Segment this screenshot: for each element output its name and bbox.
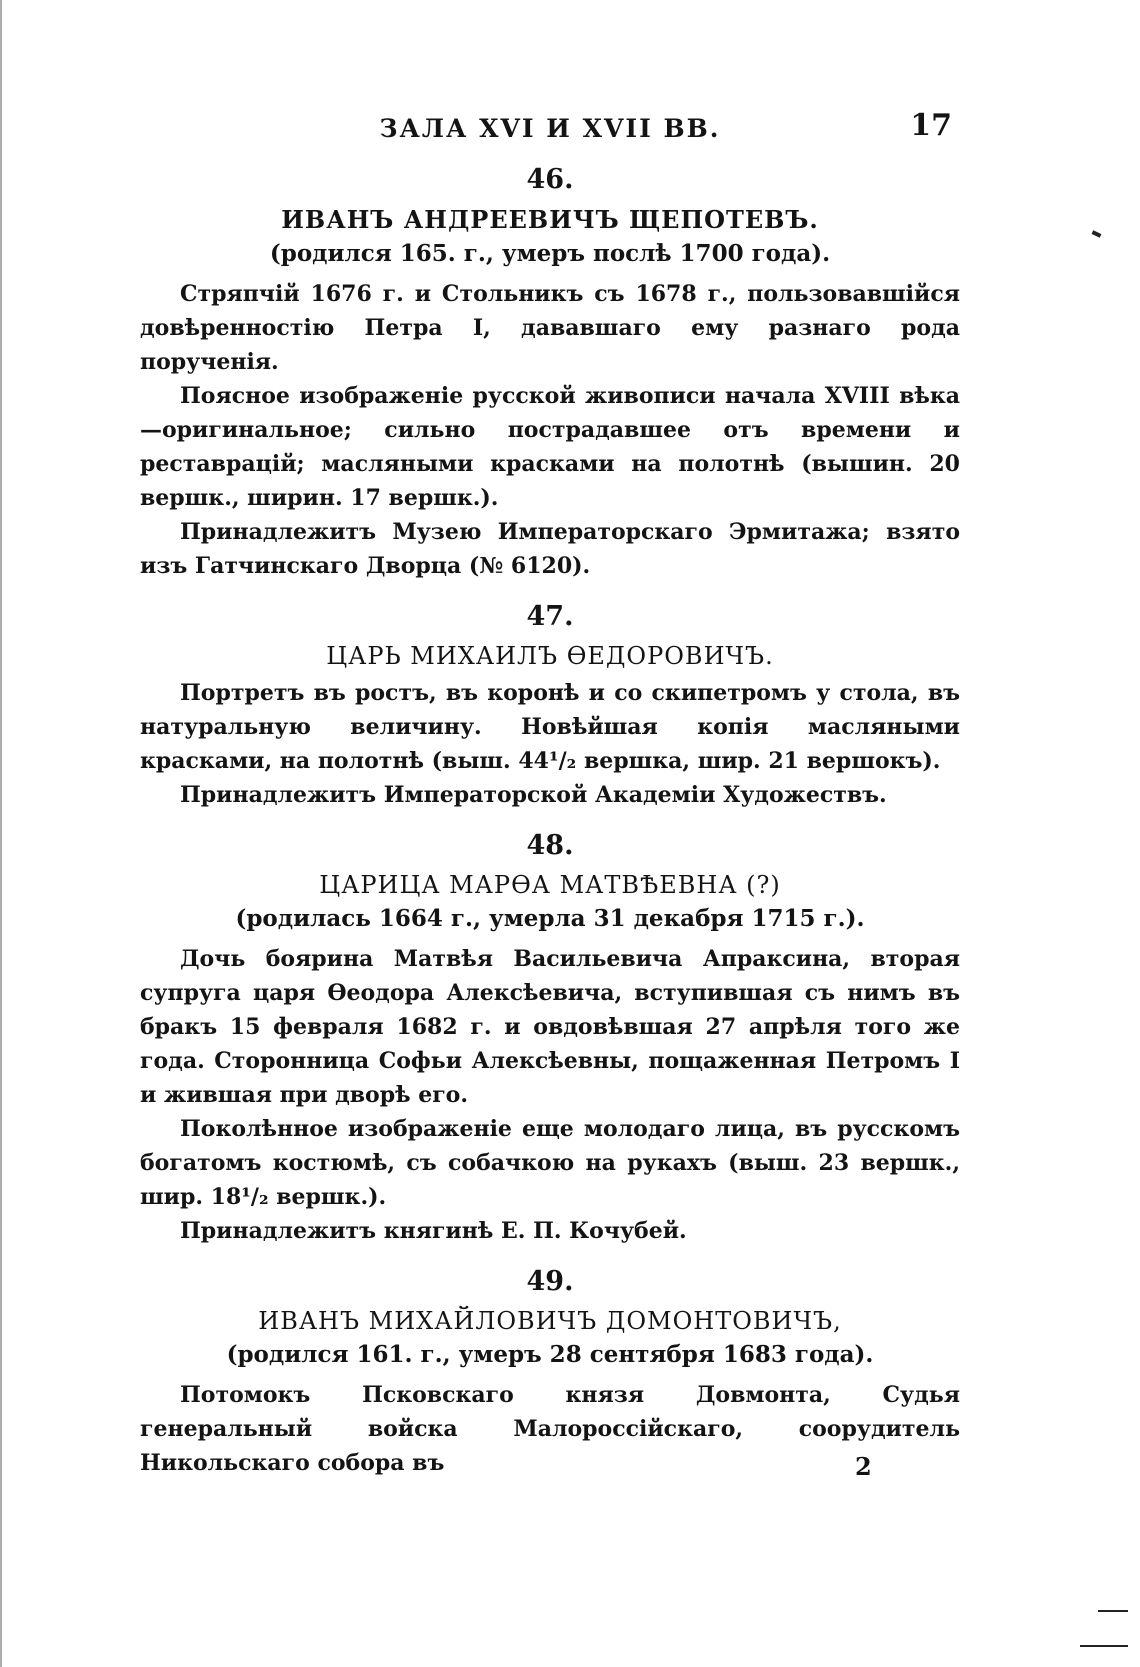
entry-dates: (родилась 1664 г., умерла 31 декабря 1715 г.). (235, 905, 865, 932)
entry-paragraph: Стряпчій 1676 г. и Стольникъ съ 1678 г., пользовавшійся довѣренностію Петра I, дававшаго ему разнаго рода порученія. (140, 281, 960, 375)
page-number: 17 (910, 108, 952, 143)
entry-47 (140, 601, 960, 812)
scan-mark (1098, 1610, 1128, 1612)
entry-paragraph: Поясное изображеніе русской живописи начала XVIII вѣка—оригинальное; сильно пострадавшее отъ времени и реставрацій; масляными красками на полотнѣ (вышин. 20 вершк., ширин. 17 вершк.). (140, 383, 960, 511)
entry-paragraph: Поколѣнное изображеніе еще молодаго лица, въ русскомъ богатомъ костюмѣ, съ собачкою на рукахъ (выш. 23 вершк., шир. 18¹/₂ вершк.). (140, 1116, 960, 1210)
entry-dates: (родился 161. г., умеръ 28 сентября 1683 года). (226, 1341, 874, 1368)
entry-number: 49. (526, 1266, 574, 1297)
running-header (140, 100, 960, 146)
entry-paragraph: Принадлежитъ Музею Императорскаго Эрмитажа; взято изъ Гатчинскаго Дворца (№ 6120). (140, 519, 960, 579)
running-title: ЗАЛА XVI И XVII ВВ. (379, 114, 721, 143)
entry-paragraph: Потомокъ Псковскаго князя Довмонта, Судья генеральный войска Малороссійскаго, соорудитель Никольскаго собора въ (140, 1382, 960, 1476)
signature-mark: 2 (855, 1452, 872, 1481)
entry-name: ЦАРЬ МИХАИЛЪ ѲЕДОРОВИЧЪ. (326, 642, 774, 670)
entry-number: 47. (526, 601, 574, 632)
scan-mark (1092, 230, 1102, 237)
entry-46 (140, 164, 960, 583)
entry-number: 48. (526, 830, 574, 861)
entry-number: 46. (526, 164, 574, 195)
scan-mark (1080, 1645, 1128, 1647)
entry-paragraph: Портретъ въ ростъ, въ коронѣ и со скипетромъ у стола, въ натуральную величину. Новѣйшая копія масляными красками, на полотнѣ (выш. 44¹/₂ вершка, шир. 21 вершокъ). (140, 680, 960, 774)
entry-48 (140, 830, 960, 1248)
entry-name: ИВАНЪ МИХАЙЛОВИЧЪ ДОМОНТОВИЧЪ, (258, 1307, 842, 1335)
page-content (140, 100, 960, 1480)
entry-paragraph: Принадлежитъ Императорской Академіи Художествъ. (180, 782, 887, 808)
entry-paragraph: Принадлежитъ княгинѣ Е. П. Кочубей. (180, 1218, 687, 1244)
entry-dates: (родился 165. г., умеръ послѣ 1700 года). (269, 240, 831, 267)
entry-name: ИВАНЪ АНДРЕЕВИЧЪ ЩЕПОТЕВЪ. (281, 205, 819, 234)
entry-49 (140, 1266, 960, 1480)
entry-name: ЦАРИЦА МАРѲА МАТВѢЕВНА (?) (319, 871, 781, 899)
scan-edge (0, 0, 8, 1667)
entry-paragraph: Дочь боярина Матвѣя Васильевича Апраксина, вторая супруга царя Ѳеодора Алексѣевича, вступившая съ нимъ въ бракъ 15 февраля 1682 г. и овдовѣвшая 27 апрѣля того же года. Сторонница Софьи Алексѣевны, пощаженная Петромъ I и жившая при дворѣ его. (140, 946, 960, 1108)
